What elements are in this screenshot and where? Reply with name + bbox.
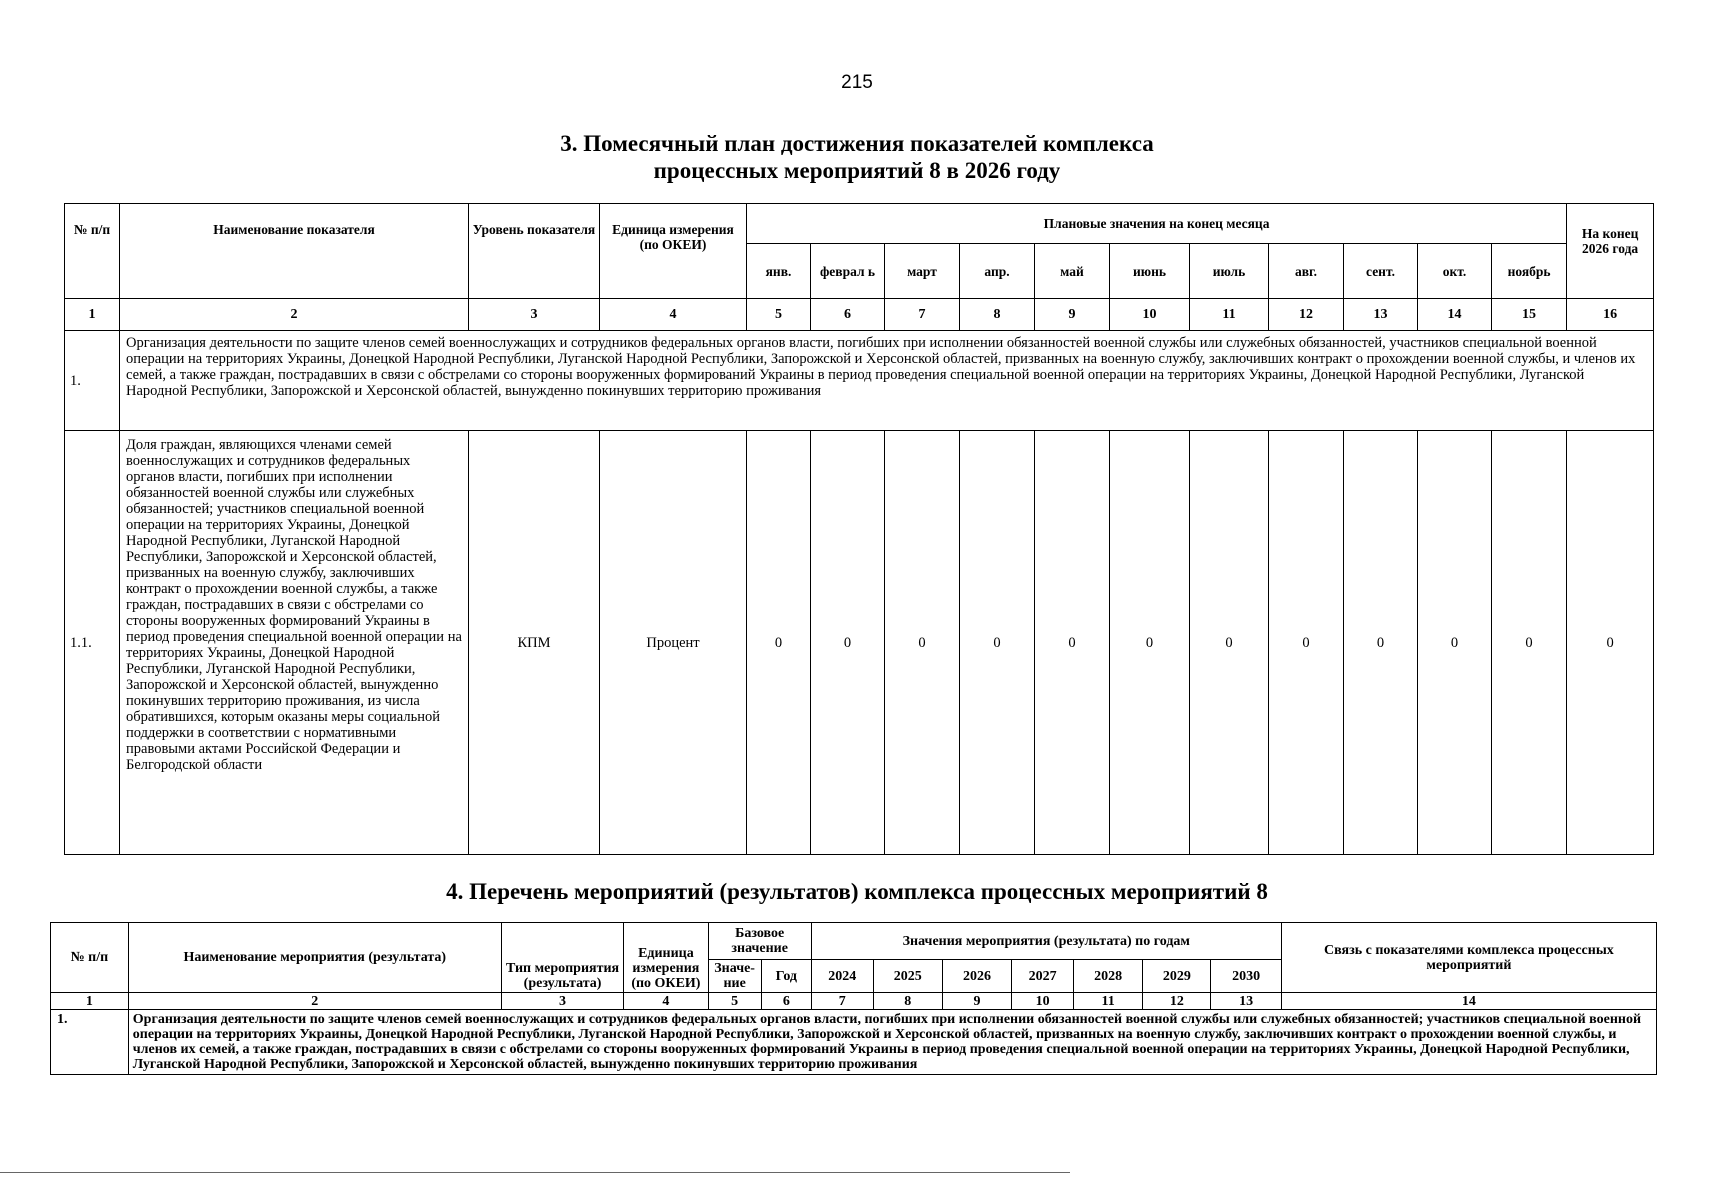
- index-cell: 2: [120, 299, 469, 331]
- header-indicator-name: Наименование показателя: [120, 204, 469, 299]
- section-4-title: 4. Перечень мероприятий (результатов) комплекса процессных мероприятий 8: [446, 879, 1268, 904]
- header-values-by-year: Значения мероприятия (результата) по годам: [811, 923, 1281, 960]
- index-cell: 13: [1211, 993, 1281, 1010]
- index-cell: 12: [1143, 993, 1211, 1010]
- header-activity-name: Наименование мероприятия (результата): [128, 923, 501, 993]
- header-month-jun: июнь: [1110, 244, 1190, 299]
- index-cell: 4: [600, 299, 747, 331]
- section-row: [65, 331, 1654, 431]
- column-index-row: [51, 993, 1657, 1010]
- header-base-value-value: Значе-ние: [708, 960, 761, 993]
- section-text: Организация деятельности по защите членов семей военнослужащих и сотрудников федеральных органов власти, погибших при исполнении обязанностей военной службы или служебных обязанностей, участников специальной военной операции на территориях Украины, Донецкой Народной Республики, Луганской Народной Республики, Запорожской и Херсонской областей, призванных на военную службу, заключивших контракт о прохождении военной службы, и членов их семей, а также граждан, пострадавших в связи с обстрелами со стороны вооруженных формирований Украины в период проведения специальной военной операции на территориях Украины, Донецкой Народной Республики, Луганской Народной Республики, Запорожской и Херсонской областей, вынужденно покинувших территорию проживания: [120, 331, 1654, 431]
- header-year-2026: 2026: [942, 960, 1011, 993]
- index-cell: 7: [885, 299, 960, 331]
- index-cell: 6: [761, 993, 811, 1010]
- header-unit: Единица измерения (по ОКЕИ): [624, 923, 708, 993]
- index-cell: 3: [469, 299, 600, 331]
- section-3-title-line-2: процессных мероприятий 8 в 2026 году: [653, 158, 1061, 183]
- index-cell: 11: [1073, 993, 1142, 1010]
- header-activity-type: Тип мероприятия (результата): [501, 923, 624, 993]
- indicator-unit: Процент: [600, 431, 747, 855]
- value-nov: 0: [1492, 431, 1567, 855]
- header-month-aug: авг.: [1269, 244, 1344, 299]
- index-cell: 8: [873, 993, 942, 1010]
- section-num: 1.: [65, 331, 120, 431]
- value-end-of-year: 0: [1567, 431, 1654, 855]
- index-cell: 8: [960, 299, 1035, 331]
- activities-list-table: [50, 922, 1657, 1075]
- indicator-name: Доля граждан, являющихся членами семей военнослужащих и сотрудников федеральных органов власти, погибших при исполнении обязанностей военной службы или служебных обязанностей; участников специальной военной операции на территориях Украины, Донецкой Народной Республики, Луганской Народной Республики, Запорожской и Херсонской областей, призванных на военную службу, заключивших контракт о прохождении военной службы, а также граждан, пострадавших в связи с обстрелами со стороны вооруженных формирований Украины в период проведения специальной военной операции на территориях Украины, Донецкой Народной Республики, Луганской Народной Республики, Запорожской и Херсонской областей, вынужденно покинувших территорию проживания, из числа обратившихся, которым оказаны меры социальной поддержки в соответствии с нормативными правовыми актами Российской Федерации и Белгородской области: [120, 431, 469, 855]
- index-cell: 14: [1418, 299, 1492, 331]
- index-cell: 7: [811, 993, 873, 1010]
- index-cell: 9: [1035, 299, 1110, 331]
- header-year-2028: 2028: [1073, 960, 1142, 993]
- index-cell: 11: [1190, 299, 1269, 331]
- header-level: Уровень показателя: [469, 204, 600, 299]
- section-3-title-line-1: 3. Помесячный план достижения показателей комплекса: [560, 131, 1154, 156]
- indicator-level: КПМ: [469, 431, 600, 855]
- bottom-rule: [0, 1172, 1070, 1173]
- index-cell: 15: [1492, 299, 1567, 331]
- index-cell: 4: [624, 993, 708, 1010]
- indicator-row: [65, 431, 1654, 855]
- header-year-2027: 2027: [1012, 960, 1074, 993]
- index-cell: 16: [1567, 299, 1654, 331]
- value-may: 0: [1035, 431, 1110, 855]
- header-link: Связь с показателями комплекса процессных мероприятий: [1281, 923, 1656, 993]
- header-num: № п/п: [51, 923, 129, 993]
- value-oct: 0: [1418, 431, 1492, 855]
- header-year-2025: 2025: [873, 960, 942, 993]
- header-month-jan: янв.: [747, 244, 811, 299]
- index-cell: 1: [51, 993, 129, 1010]
- value-jul: 0: [1190, 431, 1269, 855]
- index-cell: 14: [1281, 993, 1656, 1010]
- index-cell: 12: [1269, 299, 1344, 331]
- index-cell: 6: [811, 299, 885, 331]
- header-month-may: май: [1035, 244, 1110, 299]
- header-month-jul: июль: [1190, 244, 1269, 299]
- value-apr: 0: [960, 431, 1035, 855]
- indicator-num: 1.1.: [65, 431, 120, 855]
- index-cell: 3: [501, 993, 624, 1010]
- index-cell: 13: [1344, 299, 1418, 331]
- value-feb: 0: [811, 431, 885, 855]
- monthly-plan-table: [64, 203, 1654, 855]
- index-cell: 5: [708, 993, 761, 1010]
- section-text: Организация деятельности по защите членов семей военнослужащих и сотрудников федеральных органов власти, погибших при исполнении обязанностей военной службы или служебных обязанностей; участников специальной военной операции на территориях Украины, Донецкой Народной Республики, Луганской Народной Республики, Запорожской и Херсонской областей, призванных на военную службу, заключивших контракт о прохождении военной службы, и членов их семей, а также граждан, пострадавших в связи с обстрелами со стороны вооруженных формирований Украины в период проведения специальной военной операции на территориях Украины, Донецкой Народной Республики, Луганской Народной Республики, Запорожской и Херсонской областей, вынужденно покинувших территорию проживания: [128, 1010, 1656, 1075]
- header-num: № п/п: [65, 204, 120, 299]
- header-year-2030: 2030: [1211, 960, 1281, 993]
- header-end-of-year: На конец 2026 года: [1567, 204, 1654, 299]
- section-3-title: [0, 130, 1714, 184]
- header-year-2024: 2024: [811, 960, 873, 993]
- index-cell: 9: [942, 993, 1011, 1010]
- header-year-2029: 2029: [1143, 960, 1211, 993]
- header-unit: Единица измерения (по ОКЕИ): [600, 204, 747, 299]
- value-jan: 0: [747, 431, 811, 855]
- index-cell: 1: [65, 299, 120, 331]
- header-month-feb: феврал ь: [811, 244, 885, 299]
- value-aug: 0: [1269, 431, 1344, 855]
- index-cell: 5: [747, 299, 811, 331]
- header-month-nov: ноябрь: [1492, 244, 1567, 299]
- header-month-oct: окт.: [1418, 244, 1492, 299]
- header-month-mar: март: [885, 244, 960, 299]
- header-month-sep: сент.: [1344, 244, 1418, 299]
- index-cell: 2: [128, 993, 501, 1010]
- value-jun: 0: [1110, 431, 1190, 855]
- value-sep: 0: [1344, 431, 1418, 855]
- header-base-value: Базовое значение: [708, 923, 811, 960]
- index-cell: 10: [1110, 299, 1190, 331]
- header-planned-values: Плановые значения на конец месяца: [747, 204, 1567, 244]
- section-row: [51, 1010, 1657, 1075]
- header-base-value-year: Год: [761, 960, 811, 993]
- header-month-apr: апр.: [960, 244, 1035, 299]
- index-cell: 10: [1012, 993, 1074, 1010]
- column-index-row: [65, 299, 1654, 331]
- section-num: 1.: [51, 1010, 129, 1075]
- page-number: 215: [841, 72, 873, 93]
- value-mar: 0: [885, 431, 960, 855]
